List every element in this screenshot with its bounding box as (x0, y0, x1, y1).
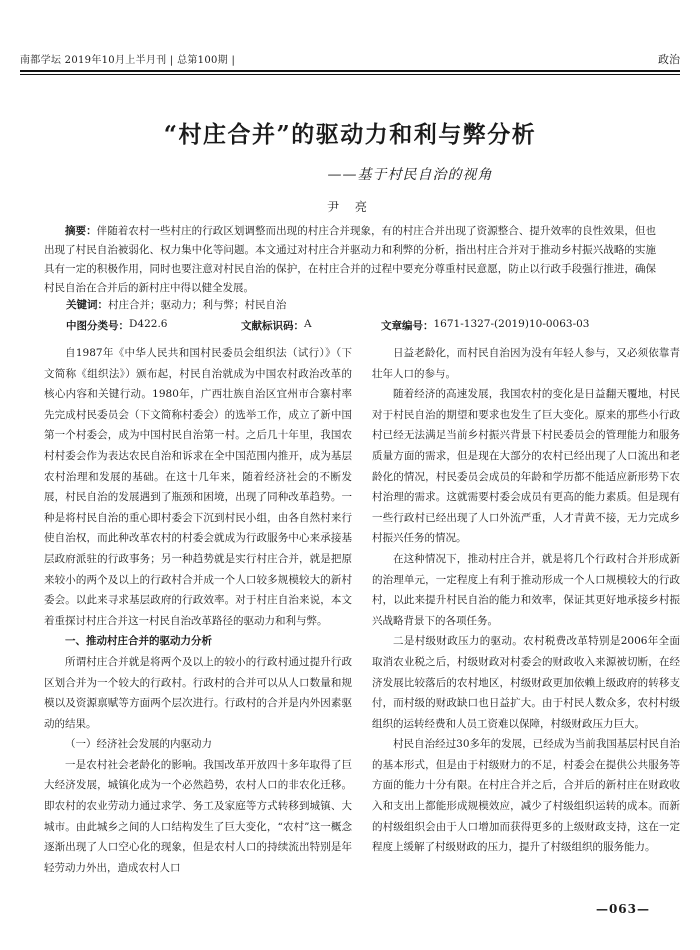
body-paragraph: 在这种情况下，推动村庄合并，就是将几个行政村合并形成新的治理单元，一定程度上有利于推动形成一个人口规模较大的行政村，以此来提升村民自治的能力和效率，保证其更好地承接乡村振兴战略背景下的各项任务。 (372, 552, 680, 627)
clc-code (66, 318, 168, 333)
header-rule-thick (20, 70, 680, 72)
body-column-right (372, 343, 680, 858)
abstract-text: 伴随着农村一些村庄的行政区划调整而出现的村庄合并现象，有的村庄合并出现了资源整合、提升效率的良性效果，但也出现了村民自治被弱化、权力集中化等问题。本文通过对村庄合并驱动力和利弊的分析，指出村庄合并对于推动乡村振兴战略的实施具有一定的积极作用，同时也要注意对村民自治的保护，在村庄合并的过程中要充分尊重村民意愿，防止以行政手段强行推进，确保村民自治在合并后的新村庄中得以健全发展。 (44, 225, 657, 294)
section-label: 政治 (658, 53, 680, 66)
page-number: —063— (595, 902, 650, 916)
article-no-value: 1671-1327-(2019)10-0063-03 (433, 318, 590, 330)
section-heading: 一、推动村庄合并的驱动力分析 (65, 635, 212, 648)
body-paragraph: 二是村级财政压力的驱动。农村税费改革特别是2006年全面取消农业税之后，村级财政对村委会的财政收入来源被切断，在经济发展比较落后的农村地区，村级财政更加依赖上级政府的转移支付，而村级的财政缺口也日益扩大。由于村民人数众多，农村村级组织的运转经费和人员工资难以保障，村级财政压力巨大。 (372, 635, 680, 730)
article-number (381, 318, 590, 333)
page-header (20, 48, 680, 66)
body-column-left (44, 343, 352, 878)
article-author: 尹 亮 (327, 200, 373, 214)
keywords-label: 关键词： (66, 299, 108, 311)
body-paragraph: 日益老龄化，而村民自治因为没有年轻人参与，又必须依靠青壮年人口的参与。 (372, 347, 680, 380)
journal-info: 南都学坛 2019年10月上半月刊 | 总第100期 | (20, 55, 236, 66)
document-code (241, 318, 312, 333)
body-paragraph: 随着经济的高速发展，我国农村的变化是日益翻天覆地，村民对于村民自治的期望和要求也发生了巨大变化。原来的那些小行政村已经无法满足当前乡村振兴背景下村民委员会的管理能力和服务质量方面的需求，但是现在大部分的农村已经出现了人口流出和老龄化的情况，村民委员会成员的年龄和学历都不能适应新形势下农村治理的需求。这就需要村委会成员有更高的能力素质。但是现有一些行政村已经出现了人口外流严重，人才青黄不接，无力完成乡村振兴任务的情况。 (372, 388, 680, 545)
keywords-text: 村庄合并；驱动力；利与弊；村民自治 (108, 299, 287, 311)
abstract-label: 摘要： (65, 225, 97, 237)
header-rule-thin (20, 74, 680, 75)
article-title: “村庄合并”的驱动力和利与弊分析 (163, 121, 537, 148)
clc-label: 中图分类号： (66, 320, 129, 332)
article-subtitle: ——基于村民自治的视角 (327, 167, 493, 183)
doc-code-value: A (304, 318, 312, 330)
article-no-label: 文章编号： (381, 320, 434, 332)
doc-code-label: 文献标识码： (241, 320, 304, 332)
subsection-heading: （一）经济社会发展的内驱动力 (65, 738, 212, 751)
keywords (66, 297, 656, 312)
abstract (44, 222, 656, 298)
body-paragraph: 所谓村庄合并就是将两个及以上的较小的行政村通过提升行政区划合并为一个较大的行政村。行政村的合并可以从人口数量和规模以及资源禀赋等方面两个层次进行。行政村的合并是内外因素驱动的结果。 (44, 655, 352, 730)
clc-value: D422.6 (129, 318, 168, 330)
body-paragraph: 自1987年《中华人民共和国村民委员会组织法（试行）》（下文简称《组织法》）颁布起，村民自治就成为中国农村政治改革的核心内容和关键行动。1980年，广西壮族自治区宜州市合寨村率先完成村民委员会（下文简称村委会）的选举工作，成立了新中国第一个村委会，成为中国村民自治第一村。之后几十年里，我国农村村委会作为表达农民自治和诉求在全中国范围内推开，成为基层农村治理和发展的基础。在这十几年来，随着经济社会的不断发展，村民自治的发展遇到了瓶颈和困境，出现了同种改革趋势。一种是将村民自治的重心即村委会下沉到村民小组，由各自然村来行使自治权，而此种改革农村的村委会就成为行政服务中心来承接基层政府派驻的行政事务；另一种趋势就是实行村庄合并，就是把原来较小的两个及以上的行政村合并成一个人口较多规模较大的新村委会。以此来寻求基层政府的行政效率。对于村庄自治来说，本文着重探讨村庄合并这一村民自治改革路径的驱动力和利与弊。 (44, 347, 352, 627)
body-paragraph: 村民自治经过30多年的发展，已经成为当前我国基层村民自治的基本形式，但是由于村级财力的不足，村委会在提供公共服务等方面的能力十分有限。在村庄合并之后，合并后的新村庄在财政收入和支出上都能形成规模效应，减少了村级组织运转的成本。而新的村级组织会由于人口增加而获得更多的上级财政支持，这在一定程度上缓解了村级财政的压力，提升了村级组织的服务能力。 (372, 738, 680, 854)
body-paragraph: 一是农村社会老龄化的影响。我国改革开放四十多年取得了巨大经济发展，城镇化成为一个必然趋势，农村人口的非农化迁移。即农村的农业劳动力通过求学、务工及家庭等方式转移到城镇、大城市。由此城乡之间的人口结构发生了巨大变化，“农村”这一概念逐渐出现了人口空心化的现象，但是农村人口的持续流出特别是年轻劳动力外出，造成农村人口 (44, 758, 352, 874)
